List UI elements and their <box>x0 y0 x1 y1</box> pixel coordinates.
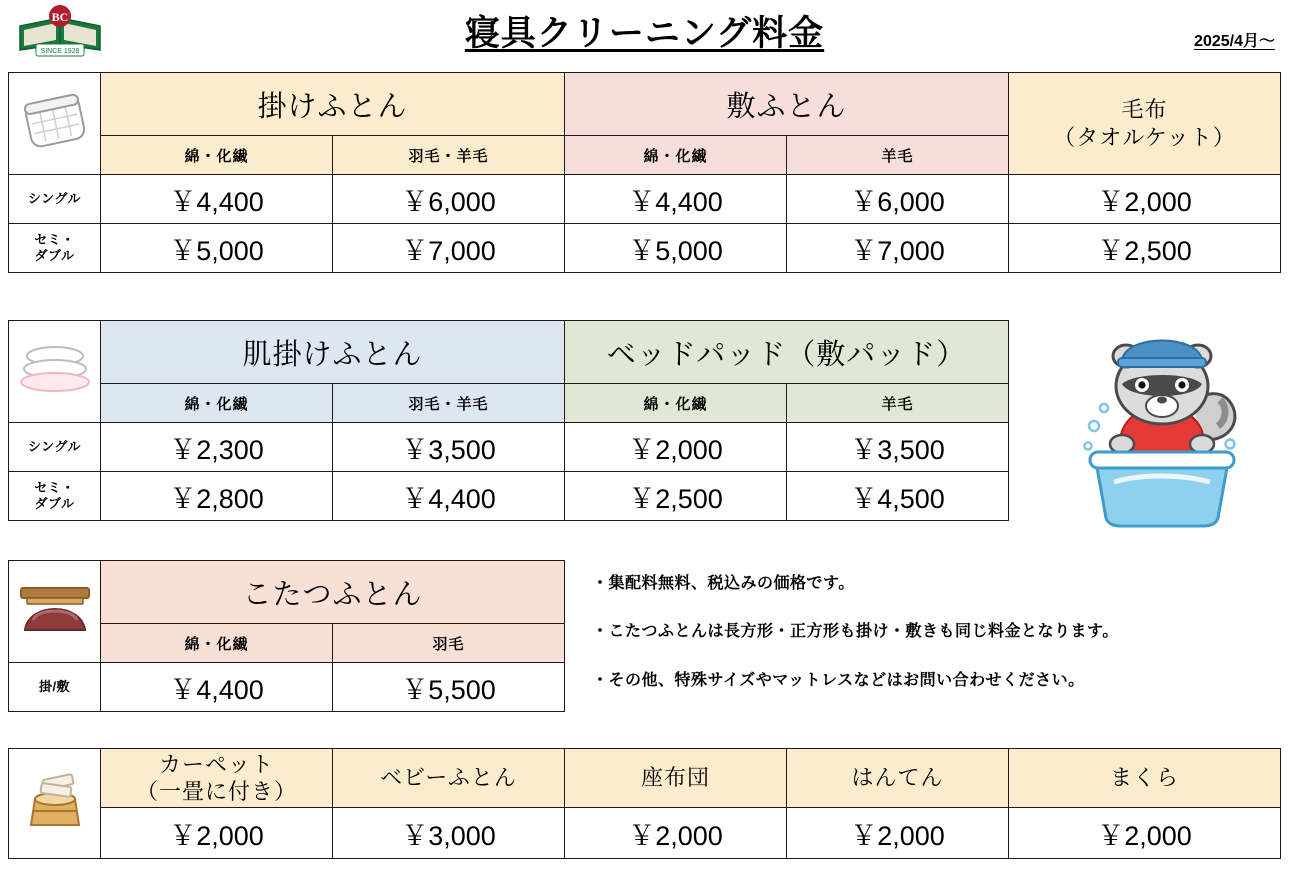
table-row <box>9 175 1281 224</box>
price-cell: ￥4,400 <box>101 663 333 712</box>
note-item: ・集配料無料、税込みの価格です。 <box>592 575 855 592</box>
row-label-single <box>9 175 101 224</box>
column-title-carpet-line2: （一畳に付き） <box>135 779 297 804</box>
price-cell: ￥2,000 <box>1009 175 1281 224</box>
table-row <box>9 224 1281 273</box>
category-title-kotatsu: こたつふとん <box>101 561 565 624</box>
row-label-semi-double-line1: セミ・ <box>34 480 75 496</box>
blanket-stack-icon <box>9 321 101 423</box>
futon-icon <box>9 73 101 175</box>
category-title-moufu-line1: 毛布 <box>1121 97 1168 122</box>
kotatsu-icon <box>9 561 101 663</box>
price-cell: ￥2,000 <box>101 808 333 859</box>
price-cell: ￥4,400 <box>101 175 333 224</box>
price-cell: ￥5,500 <box>333 663 565 712</box>
row-label-single <box>9 423 101 472</box>
row-label-semi-double <box>9 224 101 273</box>
row-label-semi-double <box>9 472 101 521</box>
raccoon-in-bathtub-illustration <box>1070 322 1250 535</box>
table-row <box>9 423 1009 472</box>
column-title-babyfuton: ベビーふとん <box>333 749 565 808</box>
hadakake-price-table-block <box>8 320 1009 521</box>
price-cell: ￥6,000 <box>333 175 565 224</box>
row-label-semi-double-line2: ダブル <box>34 248 75 263</box>
category-title-shikibuton: 敷ふとん <box>565 73 1009 136</box>
subhead-kotatsu-cotton: 綿・化繊 <box>101 624 333 663</box>
column-title-makura: まくら <box>1009 749 1281 808</box>
subhead-hadakake-cotton: 綿・化繊 <box>101 384 333 423</box>
price-cell: ￥3,000 <box>333 808 565 859</box>
price-cell: ￥2,500 <box>1009 224 1281 273</box>
row-label-kake-shiki-line1: 掛/敷 <box>38 679 71 695</box>
price-cell: ￥5,000 <box>565 224 787 273</box>
category-title-kakebuton: 掛けふとん <box>101 73 565 136</box>
price-cell: ￥4,400 <box>333 472 565 521</box>
effective-date-note: 2025/4月～ <box>1194 33 1275 50</box>
price-cell: ￥2,000 <box>565 808 787 859</box>
subhead-hadakake-down: 羽毛・羊毛 <box>333 384 565 423</box>
row-label-kake-shiki <box>9 663 101 712</box>
wooden-tub-icon <box>9 749 101 859</box>
price-cell: ￥2,500 <box>565 472 787 521</box>
subhead-shikibuton-wool: 羊毛 <box>787 136 1009 175</box>
page-title: 寝具クリーニング料金 <box>464 14 825 53</box>
subhead-kakebuton-down: 羽毛・羊毛 <box>333 136 565 175</box>
futon-price-table-block <box>8 72 1281 273</box>
price-cell: ￥3,500 <box>787 423 1009 472</box>
subhead-bedpad-cotton: 綿・化繊 <box>565 384 787 423</box>
notes-list <box>592 573 1252 718</box>
price-cell: ￥2,800 <box>101 472 333 521</box>
subhead-kotatsu-down: 羽毛 <box>333 624 565 663</box>
subhead-shikibuton-cotton: 綿・化繊 <box>565 136 787 175</box>
price-cell: ￥4,500 <box>787 472 1009 521</box>
price-cell: ￥6,000 <box>787 175 1009 224</box>
column-title-hanten: はんてん <box>787 749 1009 808</box>
note-item: ・こたつふとんは長方形・正方形も掛け・敷きも同じ料金となります。 <box>592 623 1119 641</box>
table-row <box>9 472 1009 521</box>
price-cell: ￥2,000 <box>565 423 787 472</box>
category-title-moufu <box>1009 73 1281 175</box>
futon-price-table <box>8 72 1281 273</box>
price-cell: ￥2,300 <box>101 423 333 472</box>
hadakake-price-table <box>8 320 1009 521</box>
subhead-kakebuton-cotton: 綿・化繊 <box>101 136 333 175</box>
row-label-semi-double-line1: セミ・ <box>34 232 75 248</box>
kotatsu-price-table-block <box>8 560 565 712</box>
category-title-moufu-line2: （タオルケット） <box>1053 124 1236 150</box>
price-cell: ￥5,000 <box>101 224 333 273</box>
price-cell: ￥7,000 <box>333 224 565 273</box>
price-cell: ￥4,400 <box>565 175 787 224</box>
table-row <box>9 663 565 712</box>
row-label-semi-double-line2: ダブル <box>34 496 75 511</box>
note-item: ・その他、特殊サイズやマットレスなどはお問い合わせください。 <box>592 671 1085 689</box>
misc-price-table-block <box>8 748 1281 859</box>
price-cell: ￥2,000 <box>787 808 1009 859</box>
misc-price-table <box>8 748 1281 859</box>
category-title-bedpad: ベッドパッド（敷パッド） <box>565 321 1009 384</box>
table-row <box>9 808 1281 859</box>
subhead-bedpad-wool: 羊毛 <box>787 384 1009 423</box>
category-title-hadakake: 肌掛けふとん <box>101 321 565 384</box>
row-label-single-line1: シングル <box>27 439 82 455</box>
logo-since-text: SINCE 1928 <box>40 48 80 55</box>
price-cell: ￥2,000 <box>1009 808 1281 859</box>
row-label-single-line1: シングル <box>27 191 82 207</box>
column-title-zabuton: 座布団 <box>565 749 787 808</box>
price-cell: ￥7,000 <box>787 224 1009 273</box>
column-title-carpet <box>101 749 333 808</box>
kotatsu-price-table <box>8 560 565 712</box>
svg-text:BC: BC <box>51 10 69 24</box>
price-cell: ￥3,500 <box>333 423 565 472</box>
page-header <box>0 0 1289 62</box>
column-title-carpet-line1: カーペット <box>158 751 274 777</box>
